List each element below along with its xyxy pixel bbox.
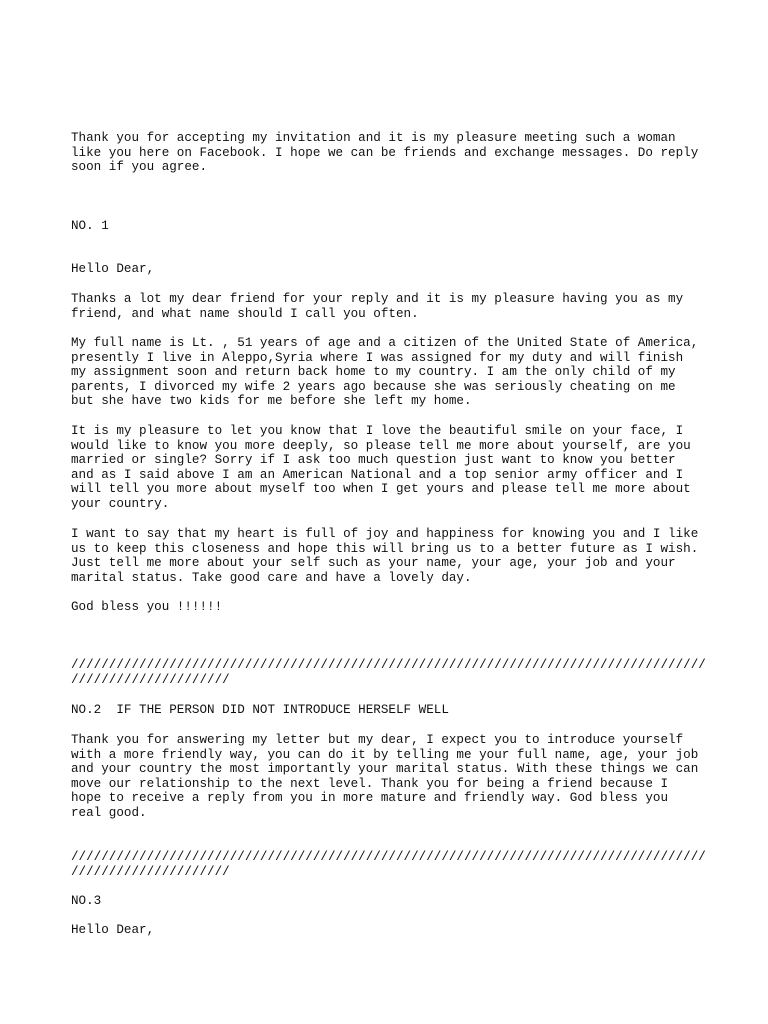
section-1-paragraph-4: I want to say that my heart is full of joy and happiness for knowing you and I like us to keep this closeness and hope this will bring us to a better future as I wish. Just tell me more about your self such as your name, your age, your job and your marital status. Take good care and have a lovely day. (71, 527, 699, 585)
section-2-paragraph: Thank you for answering my letter but my dear, I expect you to introduce yourself with a more friendly way, you can do it by telling me your full name, age, your job and your country the most importantly your marital status. With these things we can move our relationship to the next level. Thank you for being a friend because I hope to receive a reply from you in more mature and friendly way. God bless you real good. (71, 733, 699, 820)
section-2-heading: NO.2 IF THE PERSON DID NOT INTRODUCE HERSELF WELL (71, 703, 449, 717)
separator-2: //////////////////////////////////////////////////////////////////////////////////// ///////////////////// (71, 850, 706, 879)
section-3-heading: NO.3 (71, 894, 102, 908)
section-1-closing: God bless you !!!!!! (71, 600, 223, 614)
section-1-paragraph-3: It is my pleasure to let you know that I love the beautiful smile on your face, I would like to know you more deeply, so please tell me more about yourself, are you married or single? Sorry if I ask too much question just want to know you better and as I said above I am an American National and a top senior army officer and I will tell you more about myself too when I get yours and please tell me more about your country. (71, 424, 691, 511)
section-1-paragraph-1: Thanks a lot my dear friend for your reply and it is my pleasure having you as my friend, and what name should I call you often. (71, 292, 684, 321)
section-1-heading: NO. 1 (71, 219, 109, 233)
intro-paragraph: Thank you for accepting my invitation and it is my pleasure meeting such a woman like you here on Facebook. I hope we can be friends and exchange messages. Do reply soon if you agree. (71, 131, 699, 175)
section-1-paragraph-2: My full name is Lt. , 51 years of age and a citizen of the United State of America, presently I live in Aleppo,Syria where I was assigned for my duty and will finish my assignment soon and return back home to my country. I am the only child of my parents, I divorced my wife 2 years ago because she was seriously cheating on me but she have two kids for me before she left my home. (71, 336, 699, 409)
section-3-greeting: Hello Dear, (71, 923, 155, 937)
section-1-greeting: Hello Dear, (71, 262, 155, 276)
separator-1: //////////////////////////////////////////////////////////////////////////////////// ///////////////////// (71, 658, 706, 687)
